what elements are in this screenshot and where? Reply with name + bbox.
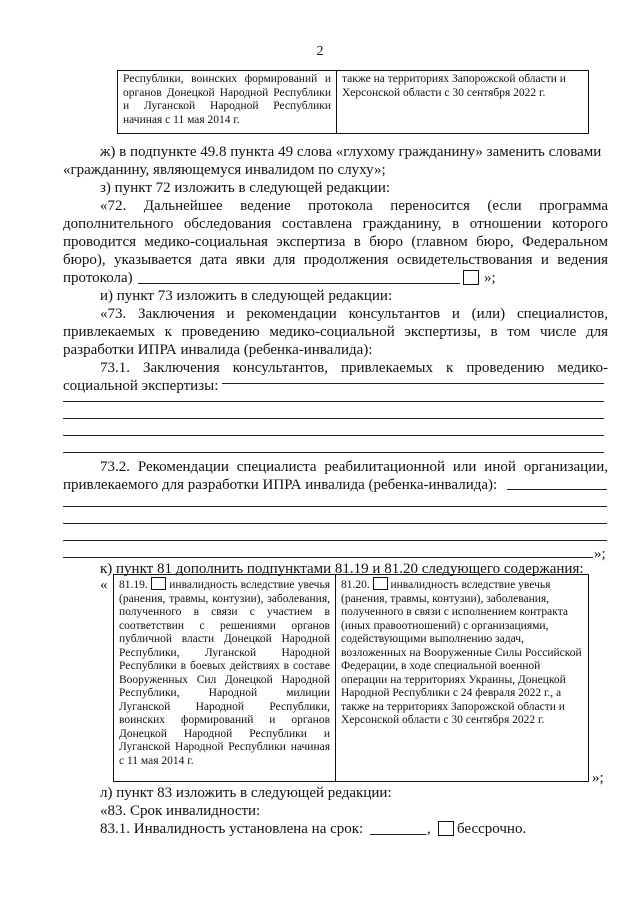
subitem-81-20-text: инвалидность вследствие увечья (ранения, травмы, контузии), заболевания, полученного в связи с исполнением контракта (иных правоотношений) с организациями, содействующими выполнению задач, возложенных на Вооруженные Силы Российской Федерации, в ходе специальной военной операции на территориях Украины, Донецкой Народной Республики с 24 февраля 2022 г., а также на территориях Запорожской области и Херсонской области с 30 сентября 2022 г.	[341, 579, 582, 726]
item-k-end-quote: »;	[592, 770, 604, 786]
blank-line-731-c	[63, 418, 604, 419]
protocol-date-line	[138, 283, 460, 284]
item-zh-line2: «гражданину, являющемуся инвалидом по слуху»;	[63, 162, 386, 178]
item-i-line2: привлекаемых к проведению медико-социальной экспертизы, в том числе для	[63, 324, 608, 340]
blank-line-731-b	[63, 401, 604, 402]
subitem-81-19-number: 81.19.	[119, 579, 148, 591]
blank-line-732-b	[63, 506, 607, 507]
item-z-line3: проводится медико-социальная экспертиза в бюро (главном бюро, Федеральном	[63, 234, 608, 250]
item-z-line4: бюро), указывается дата явки для продолжения освидетельствования и ведения	[63, 252, 608, 268]
subitem-81-19-checkbox	[151, 577, 166, 590]
blank-line-731-e	[63, 452, 604, 453]
top-table-left-cell: Республики, воинских формирований и органов Донецкой Народной Республики и Луганской Народной Республики начиная с 11 мая 2014 г.	[118, 71, 337, 133]
blank-line-732-c	[63, 523, 607, 524]
subitems-table	[113, 574, 589, 782]
item-l-line2-suffix: бессрочно.	[457, 821, 527, 837]
item-k-open-quote: «	[100, 577, 108, 593]
item-l-line2-prefix: 83.1. Инвалидность установлена на срок:	[100, 821, 364, 837]
blank-line-731-d	[63, 435, 604, 436]
item-731-line1: 73.1. Заключения консультантов, привлекаемых к проведению медико-	[100, 360, 608, 376]
page-number: 2	[316, 44, 324, 59]
item-i-line3: разработки ИПРА инвалида (ребенка-инвалида):	[63, 342, 373, 358]
item-i-line1: «73. Заключения и рекомендации консультантов и (или) специалистов,	[100, 306, 608, 322]
item-z-end-quote: »;	[484, 270, 496, 286]
item-z-line5: протокола)	[63, 270, 133, 286]
item-z-line1: «72. Дальнейшее ведение протокола переносится (если программа	[100, 198, 608, 214]
subitem-81-20-number: 81.20.	[341, 579, 370, 591]
item-i-end-quote: »;	[594, 546, 606, 562]
subitem-81-20-checkbox	[373, 577, 388, 590]
item-l-line2-comma: ,	[427, 821, 431, 837]
term-blank-line	[370, 834, 426, 835]
protocol-checkbox	[463, 270, 479, 285]
subitem-81-19-text: инвалидность вследствие увечья (ранения, травмы, контузии), заболевания, полученного в связи с участием в соответствии с решениями органов публичной власти Донецкой Народной Республики, Луганской Народной Республики в боевых действиях в составе Вооруженных Сил Донецкой Народной Республики, Народной милиции Луганской Народной Республики, воинских формирований и органов Донецкой Народной Республики и Луганской Народной Республики начиная с 11 мая 2014 г.	[119, 579, 330, 767]
item-zh-line1: ж) в подпункте 49.8 пункта 49 слова «глухому гражданину» заменить словами	[100, 144, 602, 160]
item-i-heading: и) пункт 73 изложить в следующей редакции:	[100, 288, 393, 304]
item-731-line2: социальной экспертизы:	[63, 378, 219, 394]
item-l-heading: л) пункт 83 изложить в следующей редакции:	[100, 785, 392, 801]
item-k-heading: к) пункт 81 дополнить подпунктами 81.19 и 81.20 следующего содержания:	[100, 561, 584, 577]
blank-line-732-a	[507, 489, 607, 490]
blank-line-732-d	[63, 540, 607, 541]
item-z-line2: дополнительного обследования составлена гражданину, в отношении которого	[63, 216, 608, 232]
top-table-right-cell: также на территориях Запорожской области и Херсонской области с 30 сентября 2022 г.	[342, 73, 566, 99]
blank-line-732-e	[63, 557, 593, 558]
top-table	[117, 70, 589, 134]
subitem-81-20-cell	[336, 575, 588, 781]
blank-line-731-a	[222, 383, 604, 384]
item-732-line1: 73.2. Рекомендации специалиста реабилитационной или иной организации,	[100, 459, 608, 475]
indefinite-checkbox	[438, 821, 454, 836]
item-l-line1: «83. Срок инвалидности:	[100, 803, 261, 819]
item-z-heading: з) пункт 72 изложить в следующей редакции:	[100, 180, 391, 196]
subitem-81-19-cell	[114, 575, 336, 781]
item-732-line2: привлекаемого для разработки ИПРА инвалида (ребенка-инвалида):	[63, 477, 498, 493]
